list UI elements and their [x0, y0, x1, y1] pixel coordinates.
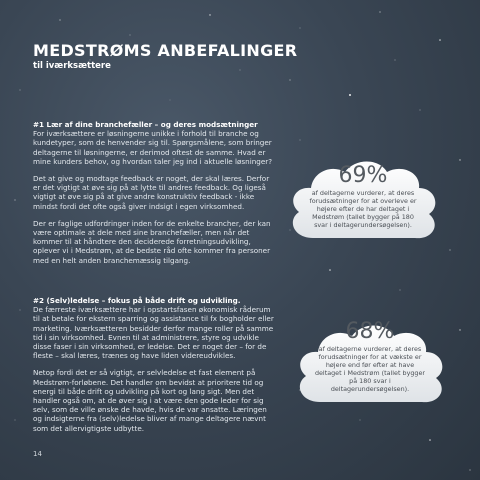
section-2-text-1: De færreste iværksættere har i opstartsfasen økonomisk råderum til at betale for ekstern sparring og assistance til fx bogholder eller marketing. Iværksætteren besidder derfor mange roller på samme tid i sin virksomhed. Evnen til at administrere, styre og udvikle disse faser i sin virksomhed, er ledelse. Det er noget der – for de fleste – skal læres, trænes og have liden videreudvikles. — [33, 305, 274, 361]
section-2 — [33, 296, 275, 441]
stat-cloud-2 — [290, 312, 450, 410]
stat-cloud-1 — [283, 150, 443, 246]
section-1-paragraph-3: Der er faglige udfordringer inden for de enkelte brancher, der kan være optimale at dele med sine branchefæller, men når det kommer til at håndtere den deciderede forretningsudvikling, oplever vi i Medstrøm, at de bedste råd ofte kommer fra personer med en helt anden branchemæssig tilgang. — [33, 218, 271, 265]
section-1-paragraph-1 — [33, 120, 275, 166]
page-title: MEDSTRØMS ANBEFALINGER — [33, 41, 298, 60]
stat-1-description: af deltagerne vurderer, at deres forudsætninger for at overleve er højere efter de har deltaget i Medstrøm (tallet bygger på 180 svar i deltagerundersøgelsen). — [309, 189, 417, 229]
title-block — [33, 42, 297, 71]
stat-1-percent: 69% — [338, 163, 388, 188]
stat-2-percent: 68% — [345, 319, 395, 344]
section-1 — [33, 120, 275, 273]
section-2-paragraph-2: Netop fordi det er så vigtigt, er selvledelse et fast element på Medstrøm-forløbene. Det handler om bevidst at prioritere tid og energi til både drift og udvikling på kort og lang sigt. Men det handler også om, at de øver sig i at være den gode leder for sig selv, som de ville ønske de havde, hvis de var ansatte. Læringen og indsigterne fra (selv)ledelse bliver af mange deltagere nævnt som det allervigtigste udbytte. — [33, 368, 267, 433]
stat-2-description: af deltagerne vurderer, at deres forudsætninger for at vækste er højere end før efter at have deltaget i Medstrøm (tallet bygger på 180 svar i deltagerundersøgelsen). — [314, 345, 426, 393]
section-2-heading: #2 (Selv)ledelse – fokus på både drift og udvikling. — [33, 296, 241, 305]
page-subtitle: til iværksættere — [33, 61, 111, 71]
section-2-paragraph-1 — [33, 296, 275, 360]
section-1-text-1: For iværksættere er løsningerne unikke i forhold til branche og kundetyper, som de henvender sig til. Spørgsmålene, som bringer deltagerne til løsningerne, er derimod oftest de samme. Hvad er mine kunders behov, og hvordan taler jeg ind i aktuelle løsninger? — [33, 129, 273, 166]
page-number: 14 — [33, 450, 42, 458]
section-1-heading: #1 Lær af dine branchefæller – og deres modsætninger — [33, 120, 258, 129]
section-1-paragraph-2: Det at give og modtage feedback er noget, der skal læres. Derfor er det vigtigt at øve sig på at lytte til andres feedback. Og ligeså vigtigt at øve sig på at give andre konstruktiv feedback - ikke mindst fordi det ofte også giver indsigt i egen virksomhed. — [33, 174, 270, 211]
